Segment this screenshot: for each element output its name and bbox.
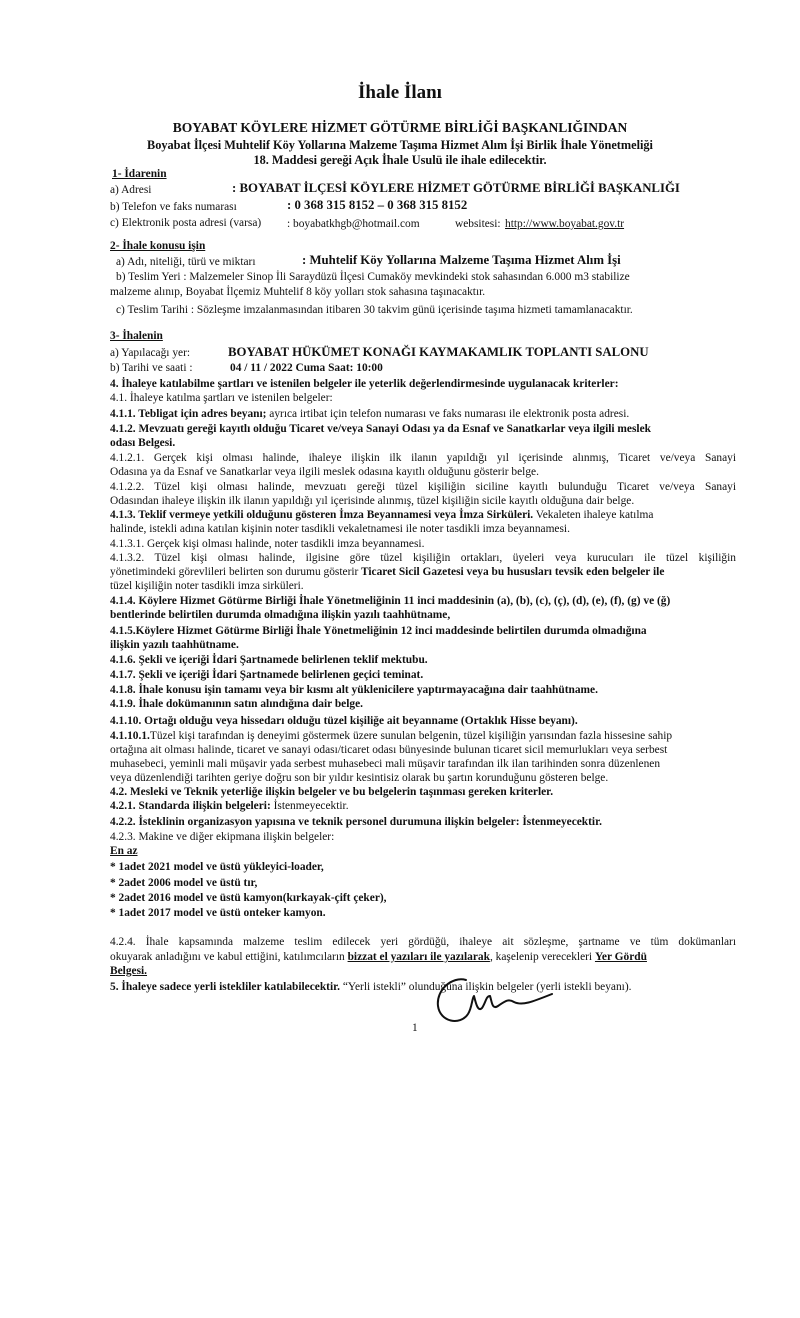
website-label: websitesi: xyxy=(455,218,501,230)
clause-4-2-4-part-a: okuyarak anladığını ve kabul ettiğini, katılımcıların xyxy=(110,951,345,963)
clause-4-1-10-1-rest: Tüzel kişi tarafından iş deneyimi göstermek üzere sunulan belgenin, tüzel kişiliğin yarısından fazla hissesine sahip xyxy=(149,730,673,742)
job-name-label: a) Adı, niteliği, türü ve miktarı xyxy=(116,256,256,268)
clause-4-1-6: 4.1.6. Şekli ve içeriği İdari Şartnamede belirlenen teklif mektubu. xyxy=(110,654,428,666)
website-link[interactable]: http://www.boyabat.gov.tr xyxy=(505,218,625,230)
equipment-item: * 2adet 2006 model ve üstü tır, xyxy=(110,877,258,889)
address-label: a) Adresi xyxy=(110,184,152,196)
clause-4-2-4-yer-gordu: Yer Gördü xyxy=(594,951,647,963)
venue-value: BOYABAT HÜKÜMET KONAĞI KAYMAKAMLIK TOPLANTI SALONU xyxy=(228,345,649,359)
clause-4-2-2 xyxy=(110,816,602,829)
date-label: b) Tarihi ve saati : xyxy=(110,362,193,374)
clause-4-1-1-bold: 4.1.1. Tebligat için adres beyanı; xyxy=(110,408,267,420)
clause-4-2-3: 4.2.3. Makine ve diğer ekipmana ilişkin belgeler: xyxy=(110,831,335,843)
phone-label: b) Telefon ve faks numarası xyxy=(110,201,237,213)
clause-4-1-3-bold: 4.1.3. Teklif vermeye yetkili olduğunu gösteren İmza Beyannamesi veya İmza Sirküleri. xyxy=(110,509,534,521)
delivery-date: c) Teslim Tarihi : Sözleşme imzalanmasından itibaren 30 takvim günü içerisinde taşıma hizmeti tamamlanacaktır. xyxy=(116,304,633,316)
clause-4-1-5-line-1: 4.1.5.Köylere Hizmet Götürme Birliği İhale Yönetmeliğinin 12 inci maddesinde belirtilen durumda olmadığına xyxy=(110,625,647,637)
clause-4-1-10-1-line-2: ortağına ait olması halinde, ticaret ve sanayi odası/ticaret odası bünyesinde bulunan ticaret sicil memurlukları veya serbest xyxy=(110,744,668,756)
clause-4-1-3-line-1 xyxy=(110,509,653,522)
clause-4-2-1 xyxy=(110,800,349,813)
clause-4-1-10: 4.1.10. Ortağı olduğu veya hissedarı olduğu tüzel kişiliğe ait beyanname (Ortaklık Hisse beyanı). xyxy=(110,715,578,727)
section-5-bold: 5. İhaleye sadece yerli istekliler katılabilecektir. xyxy=(110,981,340,993)
section-4-heading: 4. İhaleye katılabilme şartları ve istenilen belgeler ile yeterlik değerlendirmesinde uygulanacak kriterler: xyxy=(110,378,619,390)
clause-4-2-2-rest: İstenmeyecektir. xyxy=(519,816,602,828)
clause-4-1-4-line-2: bentlerinde belirtilen durumda olmadığına ilişkin yazılı taahhütname, xyxy=(110,609,451,621)
clause-4-1-2-line-2: odası Belgesi. xyxy=(110,437,176,449)
clause-4-1-10-1-line-1 xyxy=(110,730,672,743)
equipment-item: * 1adet 2017 model ve üstü onteker kamyon. xyxy=(110,907,326,919)
clause-4-1-7: 4.1.7. Şekli ve içeriği İdari Şartnamede belirlenen geçici teminat. xyxy=(110,669,424,681)
date-value: 04 / 11 / 2022 Cuma Saat: 10:00 xyxy=(230,362,383,374)
clause-4-2-1-rest: İstenmeyecektir. xyxy=(270,800,349,812)
clause-4-1-3-2-bold: Ticaret Sicil Gazetesi veya bu hususları tevsik eden belgeler ile xyxy=(358,566,665,578)
job-name-value: : Muhtelif Köy Yollarına Malzeme Taşıma Hizmet Alım İşi xyxy=(302,253,621,267)
clause-4-1-10-1-line-3: muhasebeci, yeminli mali müşavir yada serbest muhasebeci mali müşavir tarafından ilk ilan tarihinden sonra düzenlenen xyxy=(110,758,661,770)
clause-4-1-2-2-line-2: Odasından ihaleye ilişkin ilk ilanın yapıldığı yıl içerisinde alınmış, tüzel kişiliğin sicile kayıtlı olduğuna dair belge. xyxy=(110,495,635,507)
equipment-item: * 2adet 2016 model ve üstü kamyon(kırkayak-çift çeker), xyxy=(110,892,387,904)
venue-label: a) Yapılacağı yer: xyxy=(110,347,191,359)
clause-4-1-3-2-line-1: 4.1.3.2. Tüzel kişi olması halinde, ilgisine göre tüzel kişiliğin ortakları, üyeleri veya kurucuları ile tüzel kişiliğin xyxy=(110,552,736,564)
clause-4-2: 4.2. Mesleki ve Teknik yeterliğe ilişkin belgeler ve bu belgelerin taşınması gereken kriterler. xyxy=(110,786,554,798)
clause-4-1-3-2-line-3: tüzel kişiliğin noter tasdikli imza sirküleri. xyxy=(110,580,304,592)
clause-4-2-1-bold: 4.2.1. Standarda ilişkin belgeleri: xyxy=(110,800,271,812)
clause-4-1-10-1-line-4: veya düzenlendiği tarihten geriye doğru son bir yıldır kesintisiz olarak bu şartın korunduğunu gösteren belge. xyxy=(110,772,609,784)
clause-4-2-4-line-1: 4.2.4. İhale kapsamında malzeme teslim edilecek yeri gördüğü, ihaleye ait sözleşme, şartname ve tüm dokümanları xyxy=(110,936,736,948)
section-5-rest: “Yerli istekli” olunduğuna ilişkin belgeler (yerli istekli beyanı). xyxy=(340,981,632,993)
subject-header-line-2: 18. Maddesi gereği Açık İhale Usulü ile ihale edilecektir. xyxy=(253,153,547,167)
section-3-heading: 3- İhalenin xyxy=(110,330,163,342)
clause-4-2-4-line-3: Belgesi. xyxy=(110,965,148,977)
address-value: : BOYABAT İLÇESİ KÖYLERE HİZMET GÖTÜRME BİRLİĞİ BAŞKANLIĞI xyxy=(232,181,680,195)
section-1-heading: 1- İdarenin xyxy=(112,168,167,180)
clause-4-1-3-2-rest: yönetimindeki görevlileri belirten son durumu gösterir xyxy=(110,566,359,578)
signature-image xyxy=(428,968,558,1038)
clause-4-1-2-2-line-1: 4.1.2.2. Tüzel kişi olması halinde, mevzuatı gereği tüzel kişiliğin siciline kayıtlı bulunduğu Ticaret ve/veya Sanayi xyxy=(110,481,736,493)
clause-4-1-1 xyxy=(110,408,629,421)
equipment-item: * 1adet 2021 model ve üstü yükleyici-loader, xyxy=(110,861,324,873)
issuer-header: BOYABAT KÖYLERE HİZMET GÖTÜRME BİRLİĞİ BAŞKANLIĞINDAN xyxy=(172,120,628,135)
email-label: c) Elektronik posta adresi (varsa) xyxy=(110,217,262,229)
clause-4-1-3-1: 4.1.3.1. Gerçek kişi olması halinde, noter tasdikli imza beyannamesi. xyxy=(110,538,425,550)
clause-4-1-3-2-line-2 xyxy=(110,566,664,579)
clause-4-1-1-rest: ayrıca irtibat için telefon numarası ve faks numarası ile elektronik posta adresi. xyxy=(266,408,630,420)
clause-4-2-4-emphasis: bizzat el yazıları ile yazılarak xyxy=(347,951,490,963)
clause-4-1-2-1-line-1: 4.1.2.1. Gerçek kişi olması halinde, ihaleye ilişkin ilk ilanın yapıldığı yıl içerisinde alınmış, Ticaret ve/veya Sanayi xyxy=(110,452,736,464)
clause-4-1-10-1-bold: 4.1.10.1. xyxy=(110,730,150,742)
delivery-place-line-1: b) Teslim Yeri : Malzemeler Sinop İli Saraydüzü İlçesi Cumaköy mevkindeki stok sahasından 6.000 m3 stabilize xyxy=(116,271,630,283)
page-number: 1 xyxy=(412,1022,418,1034)
clause-4-1-3-line-2: halinde, istekli adına katılan kişinin noter tasdikli vekaletnamesi ile noter tasdikli imza beyannamesi. xyxy=(110,523,570,535)
clause-4-2-2-bold: 4.2.2. İsteklinin organizasyon yapısına ve teknik personel durumuna ilişkin belgeler: xyxy=(110,816,520,828)
subject-header-line-1: Boyabat İlçesi Muhtelif Köy Yollarına Malzeme Taşıma Hizmet Alım İşi Birlik İhale Yönetmeliği xyxy=(147,138,653,152)
en-az-heading: En az xyxy=(110,845,138,857)
clause-4-1-2-1-line-2: Odasına ya da Esnaf ve Sanatkarlar veya ilgili meslek odasına kayıtlı olduğunu gösterir belge. xyxy=(110,466,539,478)
phone-value: : 0 368 315 8152 – 0 368 315 8152 xyxy=(287,198,468,212)
clause-4-1-4-line-1: 4.1.4. Köylere Hizmet Götürme Birliği İhale Yönetmeliğinin 11 inci maddesinin (a), (b), (c), (ç), (d), (e), (f), (g) ve (ğ) xyxy=(110,595,671,607)
email-value: : boyabatkhgb@hotmail.com xyxy=(287,218,420,230)
clause-4-1: 4.1. İhaleye katılma şartları ve istenilen belgeler: xyxy=(110,392,333,404)
delivery-place-line-2: malzeme alınıp, Boyabat İlçemiz Muhtelif 8 köy yolları stok sahasına taşınacaktır. xyxy=(110,286,486,298)
clause-4-2-4-part-c: , kaşelenip verecekleri xyxy=(489,951,593,963)
section-2-heading: 2- İhale konusu işin xyxy=(110,240,206,252)
document-title: İhale İlanı xyxy=(358,82,442,103)
clause-4-2-4-line-2 xyxy=(110,951,647,964)
clause-4-1-3-rest: Vekaleten ihaleye katılma xyxy=(533,509,654,521)
clause-4-1-2-line-1: 4.1.2. Mevzuatı gereği kayıtlı olduğu Ticaret ve/veya Sanayi Odası ya da Esnaf ve Sanatkarlar veya ilgili meslek xyxy=(110,423,651,435)
clause-4-1-9: 4.1.9. İhale dokümanının satın alındığına dair belge. xyxy=(110,698,363,710)
clause-4-1-5-line-2: ilişkin yazılı taahhütname. xyxy=(110,639,239,651)
clause-4-1-8: 4.1.8. İhale konusu işin tamamı veya bir kısmı alt yüklenicilere yaptırmayacağına dair taahhütname. xyxy=(110,684,598,696)
